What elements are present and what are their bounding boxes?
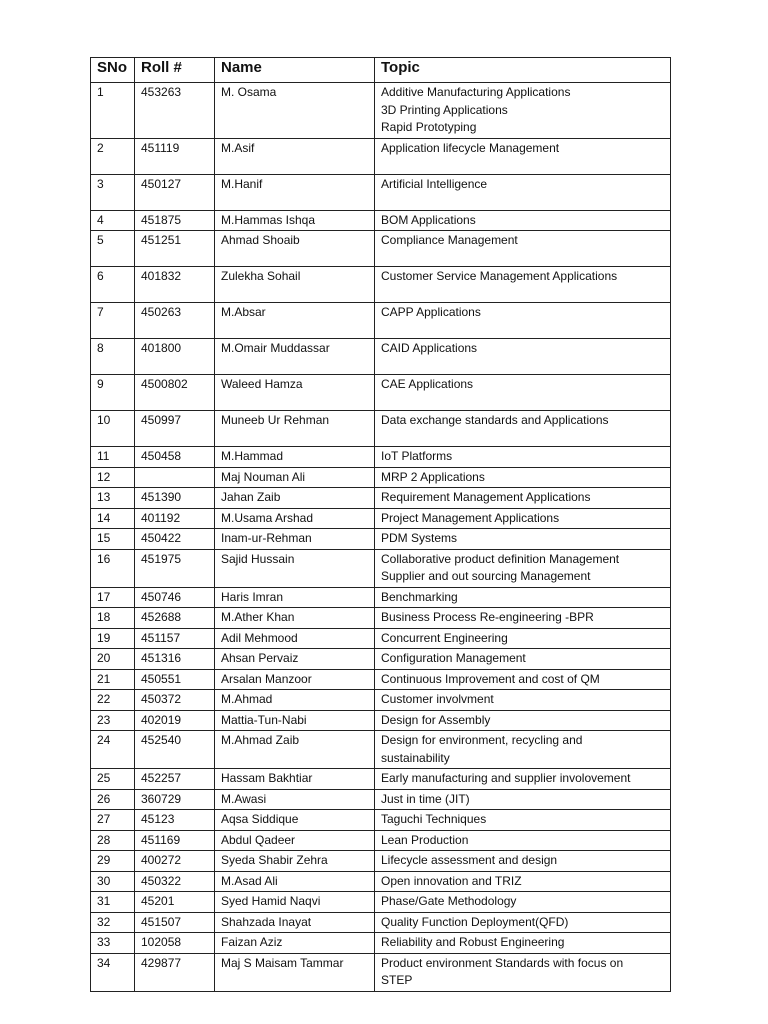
table-row — [91, 138, 671, 174]
cell-topic — [375, 339, 671, 375]
cell-name: Jahan Zaib — [215, 488, 375, 509]
cell-topic — [375, 769, 671, 790]
table-row — [91, 608, 671, 629]
cell-name: M.Hanif — [215, 174, 375, 210]
cell-topic — [375, 912, 671, 933]
cell-sno: 29 — [91, 851, 135, 872]
cell-name: Abdul Qadeer — [215, 830, 375, 851]
cell-topic — [375, 608, 671, 629]
cell-name: M.Absar — [215, 303, 375, 339]
cell-name: M.Hammas Ishqa — [215, 210, 375, 231]
cell-topic — [375, 810, 671, 831]
cell-topic — [375, 529, 671, 550]
cell-name: M.Ahmad — [215, 690, 375, 711]
topic-line: Lean Production — [381, 832, 469, 847]
roster-body — [91, 83, 671, 992]
cell-roll: 450422 — [135, 529, 215, 550]
table-row — [91, 690, 671, 711]
table-row — [91, 508, 671, 529]
topic-line: Data exchange standards and Applications — [381, 413, 609, 427]
cell-roll: 429877 — [135, 953, 215, 991]
topic-line: Quality Function Deployment(QFD) — [381, 914, 569, 929]
header-sno: SNo — [91, 58, 135, 83]
table-row — [91, 710, 671, 731]
cell-roll: 401192 — [135, 508, 215, 529]
topic-line: Continuous Improvement and cost of QM — [381, 671, 600, 686]
topic-line: Phase/Gate Methodology — [381, 894, 517, 908]
cell-name: Faizan Aziz — [215, 933, 375, 954]
cell-roll: 400272 — [135, 851, 215, 872]
table-row — [91, 267, 671, 303]
cell-sno: 20 — [91, 649, 135, 670]
header-row — [91, 58, 671, 83]
topic-line: CAID Applications — [381, 341, 478, 355]
table-row — [91, 174, 671, 210]
table-row — [91, 953, 671, 991]
cell-topic — [375, 871, 671, 892]
cell-name: M.Asad Ali — [215, 871, 375, 892]
table-row — [91, 731, 671, 769]
topic-line: Benchmarking — [381, 589, 458, 604]
topic-line: Just in time (JIT) — [381, 791, 470, 806]
cell-topic — [375, 267, 671, 303]
cell-name: Maj S Maisam Tammar — [215, 953, 375, 991]
cell-name: M.Usama Arshad — [215, 508, 375, 529]
cell-roll: 451390 — [135, 488, 215, 509]
cell-sno: 22 — [91, 690, 135, 711]
table-row — [91, 892, 671, 913]
cell-sno: 34 — [91, 953, 135, 991]
cell-sno: 25 — [91, 769, 135, 790]
cell-roll: 102058 — [135, 933, 215, 954]
cell-topic — [375, 628, 671, 649]
cell-topic — [375, 851, 671, 872]
cell-roll: 4500802 — [135, 375, 215, 411]
cell-sno: 30 — [91, 871, 135, 892]
cell-topic — [375, 467, 671, 488]
cell-sno: 13 — [91, 488, 135, 509]
cell-sno: 32 — [91, 912, 135, 933]
cell-roll: 450322 — [135, 871, 215, 892]
table-row — [91, 830, 671, 851]
cell-roll: 402019 — [135, 710, 215, 731]
cell-sno: 16 — [91, 549, 135, 587]
topic-line: Reliability and Robust Engineering — [381, 935, 565, 949]
cell-name: M.Ahmad Zaib — [215, 731, 375, 769]
roster-table — [90, 57, 671, 992]
cell-topic — [375, 690, 671, 711]
cell-sno: 18 — [91, 608, 135, 629]
cell-sno: 27 — [91, 810, 135, 831]
topic-line: STEP — [381, 973, 413, 987]
cell-name: Zulekha Sohail — [215, 267, 375, 303]
cell-sno: 14 — [91, 508, 135, 529]
cell-name: M.Hammad — [215, 447, 375, 468]
table-row — [91, 303, 671, 339]
header-topic: Topic — [375, 58, 671, 83]
cell-topic — [375, 649, 671, 670]
cell-topic — [375, 488, 671, 509]
cell-roll: 453263 — [135, 83, 215, 139]
cell-name: Inam-ur-Rehman — [215, 529, 375, 550]
cell-roll: 451119 — [135, 138, 215, 174]
cell-topic — [375, 710, 671, 731]
cell-sno: 33 — [91, 933, 135, 954]
cell-name: Aqsa Siddique — [215, 810, 375, 831]
cell-roll: 451875 — [135, 210, 215, 231]
cell-name: Adil Mehmood — [215, 628, 375, 649]
cell-sno: 2 — [91, 138, 135, 174]
table-row — [91, 669, 671, 690]
topic-line: Requirement Management Applications — [381, 490, 591, 504]
table-row — [91, 587, 671, 608]
cell-roll: 451975 — [135, 549, 215, 587]
cell-topic — [375, 549, 671, 587]
cell-roll: 401832 — [135, 267, 215, 303]
table-row — [91, 851, 671, 872]
cell-name: Ahsan Pervaiz — [215, 649, 375, 670]
header-name: Name — [215, 58, 375, 83]
topic-line: Business Process Re-engineering -BPR — [381, 610, 594, 624]
cell-sno: 19 — [91, 628, 135, 649]
cell-topic — [375, 587, 671, 608]
cell-roll: 452257 — [135, 769, 215, 790]
topic-line: Open innovation and TRIZ — [381, 873, 522, 888]
cell-topic — [375, 830, 671, 851]
cell-sno: 28 — [91, 830, 135, 851]
cell-name: Hassam Bakhtiar — [215, 769, 375, 790]
table-row — [91, 375, 671, 411]
header-roll: Roll # — [135, 58, 215, 83]
cell-topic — [375, 411, 671, 447]
cell-roll: 450263 — [135, 303, 215, 339]
topic-line: Design for Assembly — [381, 712, 491, 727]
cell-roll: 360729 — [135, 789, 215, 810]
table-row — [91, 339, 671, 375]
cell-topic — [375, 174, 671, 210]
cell-sno: 5 — [91, 231, 135, 267]
cell-sno: 23 — [91, 710, 135, 731]
table-row — [91, 871, 671, 892]
table-row — [91, 933, 671, 954]
cell-name: M.Asif — [215, 138, 375, 174]
cell-roll: 450746 — [135, 587, 215, 608]
cell-topic — [375, 138, 671, 174]
topic-line: Concurrent Engineering — [381, 630, 508, 645]
cell-roll: 451507 — [135, 912, 215, 933]
cell-topic — [375, 375, 671, 411]
cell-sno: 24 — [91, 731, 135, 769]
cell-topic — [375, 447, 671, 468]
cell-roll: 450551 — [135, 669, 215, 690]
cell-name: Waleed Hamza — [215, 375, 375, 411]
cell-topic — [375, 953, 671, 991]
topic-line: 3D Printing Applications — [381, 102, 508, 117]
topic-line: Design for environment, recycling and — [381, 733, 583, 747]
cell-topic — [375, 231, 671, 267]
table-row — [91, 649, 671, 670]
topic-line: Lifecycle assessment and design — [381, 853, 558, 867]
cell-sno: 1 — [91, 83, 135, 139]
cell-topic — [375, 210, 671, 231]
cell-sno: 17 — [91, 587, 135, 608]
topic-line: Product environment Standards with focus on — [381, 955, 624, 970]
cell-topic — [375, 731, 671, 769]
topic-line: CAE Applications — [381, 377, 474, 391]
cell-sno: 21 — [91, 669, 135, 690]
cell-name: Shahzada Inayat — [215, 912, 375, 933]
cell-name: Haris Imran — [215, 587, 375, 608]
cell-sno: 15 — [91, 529, 135, 550]
cell-roll: 45123 — [135, 810, 215, 831]
cell-roll: 401800 — [135, 339, 215, 375]
topic-line: Rapid Prototyping — [381, 120, 477, 134]
table-row — [91, 769, 671, 790]
cell-name: M.Omair Muddassar — [215, 339, 375, 375]
topic-line: Artificial Intelligence — [381, 176, 488, 191]
topic-line: Application lifecycle Management — [381, 140, 560, 155]
cell-name: Sajid Hussain — [215, 549, 375, 587]
cell-topic — [375, 83, 671, 139]
topic-line: Early manufacturing and supplier involovement — [381, 771, 631, 785]
cell-roll: 450458 — [135, 447, 215, 468]
table-row — [91, 912, 671, 933]
table-row — [91, 628, 671, 649]
topic-line: sustainability — [381, 750, 450, 765]
cell-name: Arsalan Manzoor — [215, 669, 375, 690]
cell-roll: 452688 — [135, 608, 215, 629]
cell-sno: 10 — [91, 411, 135, 447]
cell-topic — [375, 933, 671, 954]
topic-line: Compliance Management — [381, 233, 518, 247]
cell-roll: 45201 — [135, 892, 215, 913]
topic-line: Taguchi Techniques — [381, 812, 487, 826]
cell-sno: 12 — [91, 467, 135, 488]
cell-name: Maj Nouman Ali — [215, 467, 375, 488]
cell-sno: 6 — [91, 267, 135, 303]
cell-name: Syeda Shabir Zehra — [215, 851, 375, 872]
cell-sno: 31 — [91, 892, 135, 913]
cell-sno: 7 — [91, 303, 135, 339]
cell-name: Mattia-Tun-Nabi — [215, 710, 375, 731]
topic-line: Customer involvment — [381, 692, 494, 706]
table-row — [91, 210, 671, 231]
topic-line: Collaborative product definition Management — [381, 551, 620, 566]
topic-line: Additive Manufacturing Applications — [381, 85, 571, 99]
cell-topic — [375, 669, 671, 690]
table-row — [91, 411, 671, 447]
cell-name: M.Ather Khan — [215, 608, 375, 629]
cell-topic — [375, 303, 671, 339]
cell-sno: 4 — [91, 210, 135, 231]
table-row — [91, 447, 671, 468]
cell-name: M.Awasi — [215, 789, 375, 810]
table-row — [91, 529, 671, 550]
cell-name: Ahmad Shoaib — [215, 231, 375, 267]
topic-line: Supplier and out sourcing Management — [381, 569, 591, 583]
cell-sno: 3 — [91, 174, 135, 210]
cell-topic — [375, 508, 671, 529]
cell-sno: 26 — [91, 789, 135, 810]
table-row — [91, 231, 671, 267]
cell-roll — [135, 467, 215, 488]
cell-topic — [375, 892, 671, 913]
topic-line: BOM Applications — [381, 212, 476, 227]
cell-roll: 452540 — [135, 731, 215, 769]
topic-line: Customer Service Management Applications — [381, 269, 618, 283]
cell-topic — [375, 789, 671, 810]
cell-roll: 451316 — [135, 649, 215, 670]
cell-name: Muneeb Ur Rehman — [215, 411, 375, 447]
cell-name: Syed Hamid Naqvi — [215, 892, 375, 913]
cell-roll: 450372 — [135, 690, 215, 711]
cell-sno: 11 — [91, 447, 135, 468]
cell-roll: 451157 — [135, 628, 215, 649]
cell-roll: 450127 — [135, 174, 215, 210]
cell-roll: 450997 — [135, 411, 215, 447]
topic-line: IoT Platforms — [381, 449, 453, 463]
table-row — [91, 549, 671, 587]
table-row — [91, 83, 671, 139]
topic-line: MRP 2 Applications — [381, 469, 485, 484]
cell-roll: 451251 — [135, 231, 215, 267]
table-row — [91, 789, 671, 810]
table-row — [91, 467, 671, 488]
cell-sno: 9 — [91, 375, 135, 411]
topic-line: PDM Systems — [381, 531, 458, 545]
topic-line: CAPP Applications — [381, 305, 481, 319]
table-row — [91, 810, 671, 831]
cell-roll: 451169 — [135, 830, 215, 851]
cell-name: M. Osama — [215, 83, 375, 139]
table-row — [91, 488, 671, 509]
topic-line: Project Management Applications — [381, 510, 560, 525]
topic-line: Configuration Management — [381, 651, 526, 665]
cell-sno: 8 — [91, 339, 135, 375]
